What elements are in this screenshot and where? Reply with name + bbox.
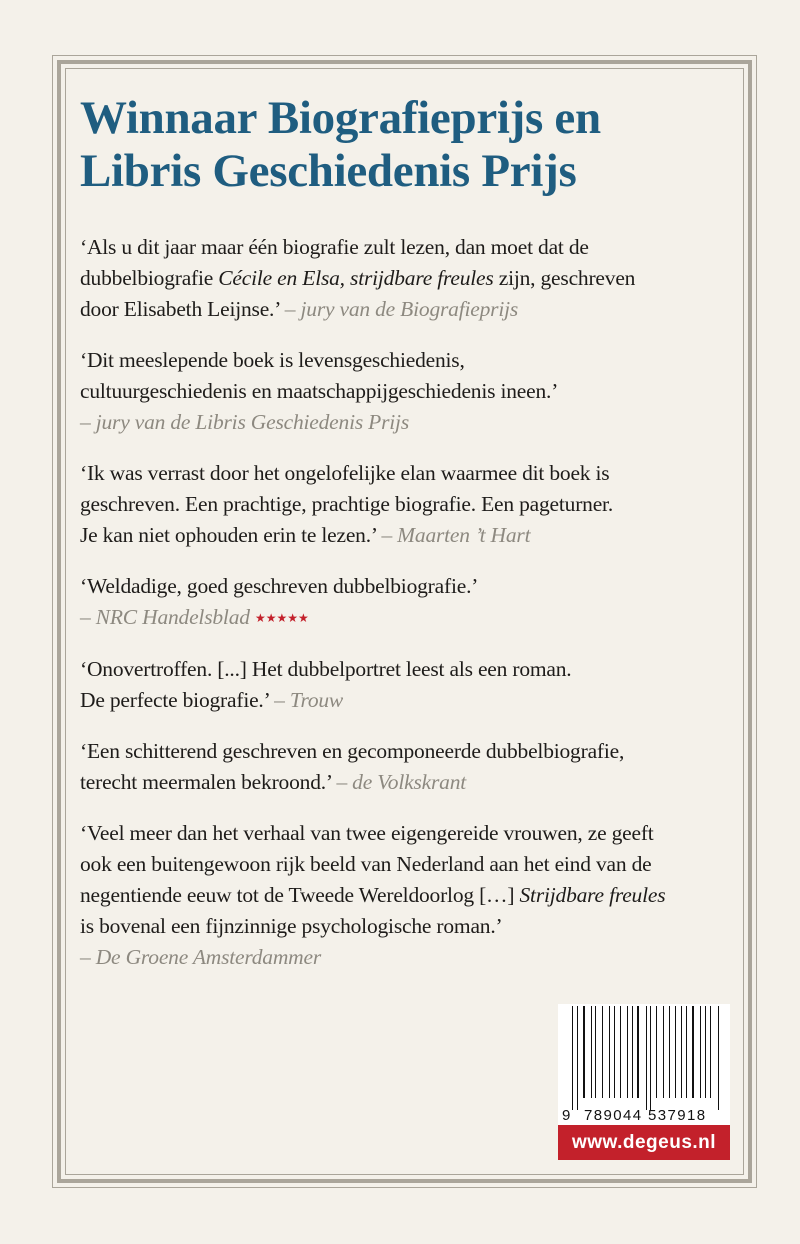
quote-text: Je kan niet ophouden erin te lezen.’ (80, 523, 382, 547)
book-title: Cécile en Elsa, strijdbare freules (218, 266, 494, 290)
isbn-barcode (558, 1004, 730, 1125)
quote-text: ‘Weldadige, goed geschreven dubbelbiografie.’ (80, 574, 479, 598)
heading-line-1: Winnaar Biografieprijs en (80, 92, 601, 144)
quote-text: ook een buitengewoon rijk beeld van Nederland aan het eind van de (80, 852, 652, 876)
quote-source: – Trouw (274, 688, 344, 712)
quote-maarten-t-hart (80, 458, 740, 551)
quote-groene-amsterdammer (80, 818, 740, 973)
isbn-first-digit: 9 (562, 1107, 572, 1124)
quote-text: geschreven. Een prachtige, prachtige biografie. Een pageturner. (80, 492, 614, 516)
quote-text: ‘Een schitterend geschreven en gecomponeerde dubbelbiografie, (80, 739, 625, 763)
quote-text: negentiende eeuw tot de Tweede Wereldoorlog […] (80, 883, 520, 907)
quote-source: – Maarten ’t Hart (381, 523, 531, 547)
quote-text: ‘Dit meeslepende boek is levensgeschiedenis, (80, 348, 465, 372)
isbn-digits: 789044 537918 (584, 1107, 707, 1124)
quote-text: ‘Ik was verrast door het ongelofelijke elan waarmee dit boek is (80, 461, 610, 485)
quote-source: – jury van de Libris Geschiedenis Prijs (80, 410, 409, 434)
quote-text: cultuurgeschiedenis en maatschappijgeschiedenis ineen.’ (80, 379, 559, 403)
quote-text: ‘Als u dit jaar maar één biografie zult lezen, dan moet dat de (80, 235, 589, 259)
heading-line-2: Libris Geschiedenis Prijs (80, 145, 577, 197)
quote-text: zijn, geschreven (493, 266, 636, 290)
quote-text: ‘Onovertroffen. [...] Het dubbelportret leest als een roman. (80, 657, 572, 681)
quote-nrc (80, 571, 740, 634)
quote-text: ‘Veel meer dan het verhaal van twee eigengereide vrouwen, ze geeft (80, 821, 654, 845)
publisher-url: www.degeus.nl (558, 1125, 730, 1160)
quote-text: terecht meermalen bekroond.’ (80, 770, 337, 794)
quote-trouw (80, 654, 740, 716)
star-rating-icon: ★★★★★ (254, 611, 309, 625)
quote-volkskrant (80, 736, 740, 798)
back-cover-content (80, 92, 740, 973)
quote-biografieprijs (80, 232, 740, 325)
quote-text: door Elisabeth Leijnse.’ (80, 297, 285, 321)
barcode-bars-icon (572, 1006, 722, 1106)
quote-text: is bovenal een fijnzinnige psychologische roman.’ (80, 914, 503, 938)
quote-source: – de Volkskrant (336, 770, 467, 794)
quote-source: – jury van de Biografieprijs (284, 297, 519, 321)
quote-source: – NRC Handelsblad (80, 605, 250, 629)
award-heading (80, 92, 740, 198)
quote-source: – De Groene Amsterdammer (80, 945, 322, 969)
quote-text: dubbelbiografie (80, 266, 219, 290)
quote-libris (80, 345, 740, 438)
book-title: Strijdbare freules (519, 883, 666, 907)
quote-text: De perfecte biografie.’ (80, 688, 275, 712)
